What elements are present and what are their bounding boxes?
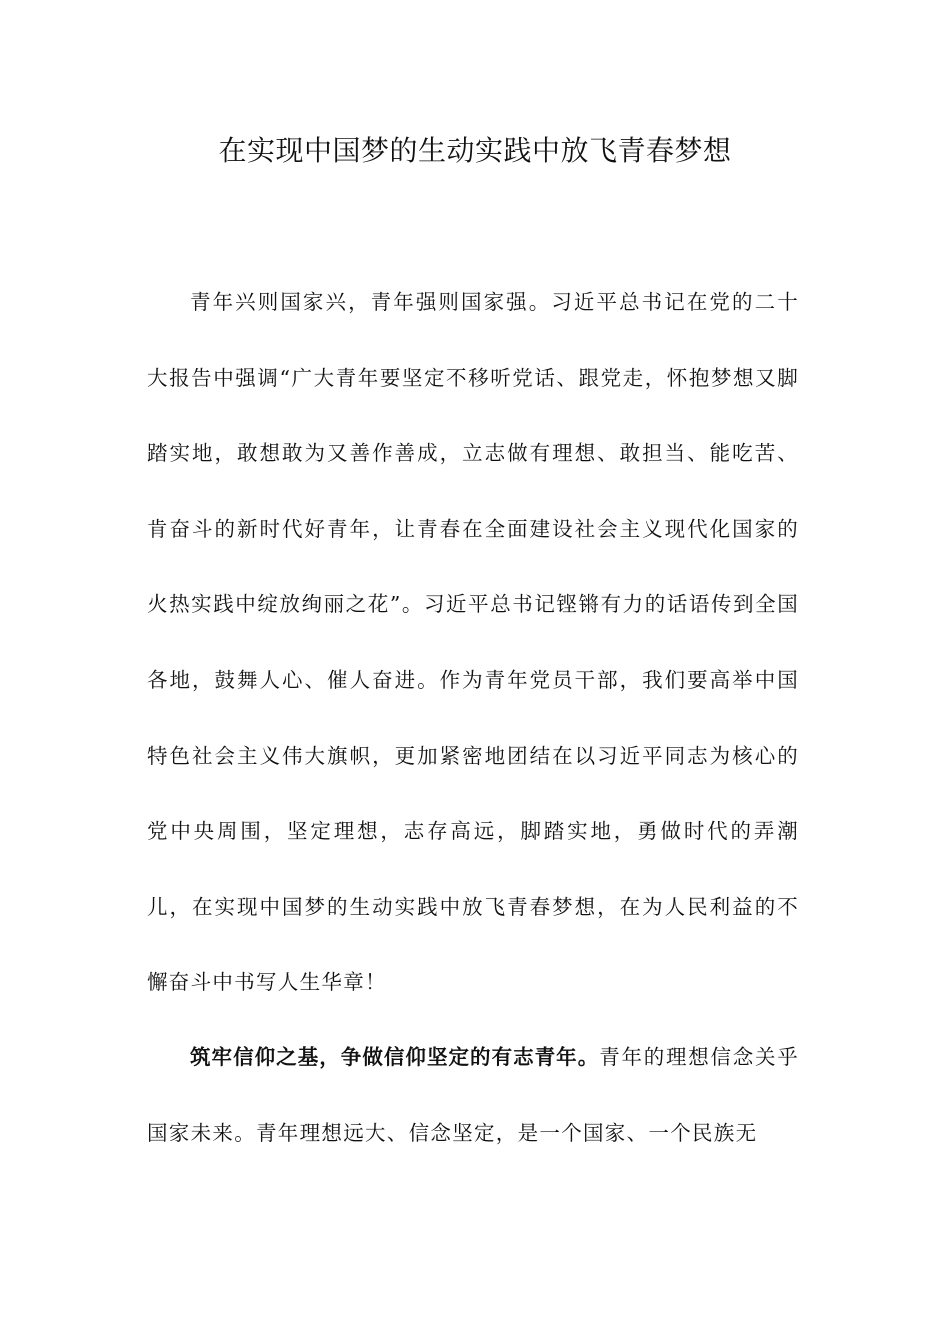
body-paragraph-2	[147, 1020, 799, 1171]
paragraph-2-lead-heading: 筑牢信仰之基，争做信仰坚定的有志青年。	[190, 1045, 600, 1069]
paragraph-1-text: 青年兴则国家兴，青年强则国家强。习近平总书记在党的二十大报告中强调“广大青年要坚定不移听党话、跟党走，怀抱梦想又脚踏实地，敢想敢为又善作善成，立志做有理想、敢担当、能吃苦、肯奋斗的新时代好青年，让青春在全面建设社会主义现代化国家的火热实践中绽放绚丽之花”。习近平总书记铿锵有力的话语传到全国各地，鼓舞人心、催人奋进。作为青年党员干部，我们要高举中国特色社会主义伟大旗帜，更加紧密地团结在以习近平同志为核心的党中央周围，坚定理想，志存高远，脚踏实地，勇做时代的弄潮儿，在实现中国梦的生动实践中放飞青春梦想，在为人民利益的不懈奋斗中书写人生华章！	[147, 290, 799, 995]
body-paragraph-1	[147, 265, 799, 1021]
document-title: 在实现中国梦的生动实践中放飞青春梦想	[218, 134, 732, 167]
paragraph-2-text: 青年的理想信念关乎国家未来。青年理想远大、信念坚定，是一个国家、一个民族无	[147, 1045, 800, 1145]
